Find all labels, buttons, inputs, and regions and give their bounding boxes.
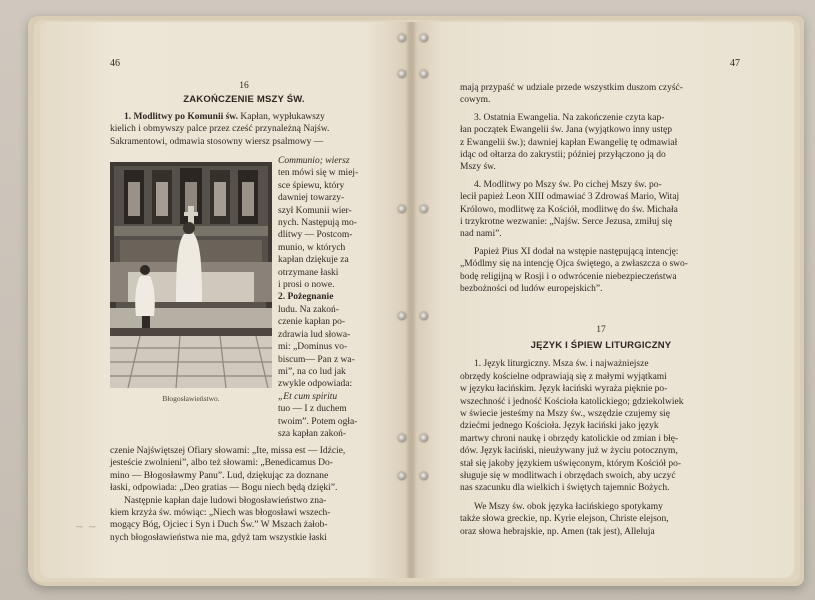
text-line: martwy chroni naukę i obrzędy katolickie od zmian i błę- xyxy=(460,433,679,444)
text-line: idąc od ołtarza do zakrystii; później przyłączono ją do xyxy=(460,150,666,161)
text-line: Królowo, modlitwę za Kościół, modlitwę do św. Michała xyxy=(460,204,678,215)
left-page-text xyxy=(110,80,378,148)
text-line: zwykle odpowiada: xyxy=(278,379,353,390)
book-gutter xyxy=(405,22,417,578)
binding-hole xyxy=(420,312,428,320)
text-line: Kapłan, wypłukawszy xyxy=(240,111,325,122)
page-number-left: 46 xyxy=(110,58,120,69)
text-line: sza kapłan zakoń- xyxy=(278,428,347,439)
paragraph-number: 1. xyxy=(124,111,132,122)
text-line: ten mówi się w miej- xyxy=(278,168,359,179)
text-line: mi”, na co lud jak xyxy=(278,366,346,377)
text-line: ludu. Na zakoń- xyxy=(278,304,339,315)
text-line: mają przypaść w udziale przede wszystkim duszom czyść- xyxy=(460,83,683,93)
text-line: We Mszy św. obok języka łacińskiego spotykamy xyxy=(474,501,663,512)
text-line: Papież Pius XI dodał na wstępie następującą intencję: xyxy=(474,246,679,257)
text-line: i prosi o nowe. xyxy=(278,280,335,291)
text-line: Communio; wiersz xyxy=(278,156,350,166)
text-line: stał się jakoby językiem uświęconym, którym Kościół po- xyxy=(460,458,682,469)
text-line: łaski, odpowiada: „Deo gratias — Bogu niech będą dzięki”. xyxy=(110,483,338,494)
text-line: twoim”. Potem ogła- xyxy=(278,416,358,427)
text-line: Mszy św. xyxy=(460,162,496,173)
text-line: otrzymane łaski xyxy=(278,267,339,278)
binding-hole xyxy=(420,205,428,213)
text-line: „Módlmy się na intencję Ojca świętego, a zwłaszcza o swo- xyxy=(460,259,688,270)
section-title: ZAKOŃCZENIE MSZY ŚW. xyxy=(183,94,305,106)
paragraph-heading: Modlitwy po Komunii św. xyxy=(133,111,239,122)
text-line: kapłan dziękuje za xyxy=(278,255,349,266)
text-line: kiem krzyża św. mówiąc: „Niech was błogosławi wszech- xyxy=(110,508,331,519)
text-line: Następnie kapłan daje ludowi błogosławieństwo zna- xyxy=(124,495,327,506)
text-line: jesteście zwolnieni”, albo też słowami: „Benedicamus Do- xyxy=(110,458,333,469)
binding-hole xyxy=(398,70,406,78)
text-line: dów. Język łaciński, nieużywany już w życiu potocznym, xyxy=(460,446,678,457)
text-line: obrzędy kościelne odprawiają się z małymi wyjątkami xyxy=(460,371,667,382)
binding-hole xyxy=(398,434,406,442)
text-line: nas szacunku dla wielkich i świętych tajemnic Bożych. xyxy=(460,483,670,494)
text-line: 4. Modlitwy po Mszy św. Po cichej Mszy św. po- xyxy=(474,179,662,190)
text-line: łan początek Ewangelii św. Jana (wyjątkowo inny ustęp xyxy=(460,125,673,136)
left-page-text-bottom xyxy=(110,445,378,544)
text-line: dlitwy — Postcom- xyxy=(278,230,353,241)
text-line: cowym. xyxy=(460,95,491,106)
text-line: 1. Język liturgiczny. Msza św. i najważniejsze xyxy=(474,359,649,370)
section-number: 16 xyxy=(239,81,249,91)
text-line: w języku łacińskim. Język łaciński wyraża pięknie po- xyxy=(460,384,668,395)
text-line: oraz słowa hebrajskie, np. Amen (tak jest), Alleluja xyxy=(460,526,655,537)
text-line: zdrawia lud słowa- xyxy=(278,329,351,340)
right-page-text xyxy=(460,82,742,538)
text-line: dziećmi jednego Kościoła. Język łaciński jako język xyxy=(460,421,659,432)
binding-hole xyxy=(420,34,428,42)
text-line: dawniej towarzy- xyxy=(278,193,345,204)
wrapped-text-column xyxy=(278,155,380,440)
binding-hole xyxy=(398,472,406,480)
text-line: sługuje się w modlitwach i obrzędach swoich, aby uczyć xyxy=(460,470,676,481)
text-line: w świecie jesteśmy na Mszy św., wszędzie czujemy się xyxy=(460,408,670,419)
text-line: nych. Następują mo- xyxy=(278,218,357,229)
text-line: nych błogosławieństwa nie ma, gdyż tam wszystkie łaski xyxy=(110,532,327,543)
binding-hole xyxy=(398,312,406,320)
text-line: tuo — I z duchem xyxy=(278,404,347,415)
altar-photograph xyxy=(110,162,272,388)
photo-caption: Błogosławieństwo. xyxy=(162,394,220,403)
text-line: sce śpiewu, który xyxy=(278,180,345,191)
text-line: z Ewangelii św.); dawniej kapłan Ewangelię tę odmawiał xyxy=(460,137,678,148)
text-line: „Et cum spiritu xyxy=(278,391,338,402)
text-line: munio, w których xyxy=(278,242,346,253)
section-number: 17 xyxy=(596,324,606,335)
faint-handwriting-mark: ~ ~ xyxy=(75,520,97,533)
binding-hole xyxy=(398,205,406,213)
text-line: mino — Błogosławmy Panu”. Lud, dziękując za doznane xyxy=(110,470,329,481)
text-line: nad nami”. xyxy=(460,229,502,240)
text-line: Sakramentowi, odmawia stosowny wiersz psalmowy — xyxy=(110,136,324,147)
section-title: JĘZYK I ŚPIEW LITURGICZNY xyxy=(530,339,672,351)
text-line: kielich i obmywszy palce przez cześć przynależną Najśw. xyxy=(110,124,330,135)
text-line: mogący Bóg, Ojciec i Syn i Duch Św.” W Mszach żałob- xyxy=(110,520,328,531)
text-line: czenie Najświętszej Ofiary słowami: „Ite, missa est — Idźcie, xyxy=(110,446,346,456)
text-line: biscum— Pan z wa- xyxy=(278,354,355,365)
text-line: szył Komunii wier- xyxy=(278,205,352,216)
text-line: 2. Pożegnanie xyxy=(278,292,334,303)
binding-hole xyxy=(420,472,428,480)
binding-hole xyxy=(420,434,428,442)
page-number-right: 47 xyxy=(730,58,740,69)
text-line: także słowa greckie, np. Kyrie elejson, Christe elejson, xyxy=(460,514,669,525)
text-line: i trzykrotne wezwanie: „Najśw. Serce Jezusa, zmiłuj się xyxy=(460,217,673,228)
text-line: lecił papież Leon XIII odmawiać 3 Zdrowaś Mario, Witaj xyxy=(460,192,680,203)
binding-hole xyxy=(420,70,428,78)
text-line: mi: „Dominus vo- xyxy=(278,342,348,353)
text-line: czenie kapłan po- xyxy=(278,317,345,328)
binding-hole xyxy=(398,34,406,42)
text-line: 3. Ostatnia Ewangelia. Na zakończenie czyta kap- xyxy=(474,112,665,123)
text-line: wszechność i jedność Kościoła katolickiego; gdziekolwiek xyxy=(460,396,684,407)
text-line: bezbożności od ludów europejskich”. xyxy=(460,284,603,295)
text-line: bodę religijną w Rosji i o odwrócenie niebezpieczeństwa xyxy=(460,271,677,282)
